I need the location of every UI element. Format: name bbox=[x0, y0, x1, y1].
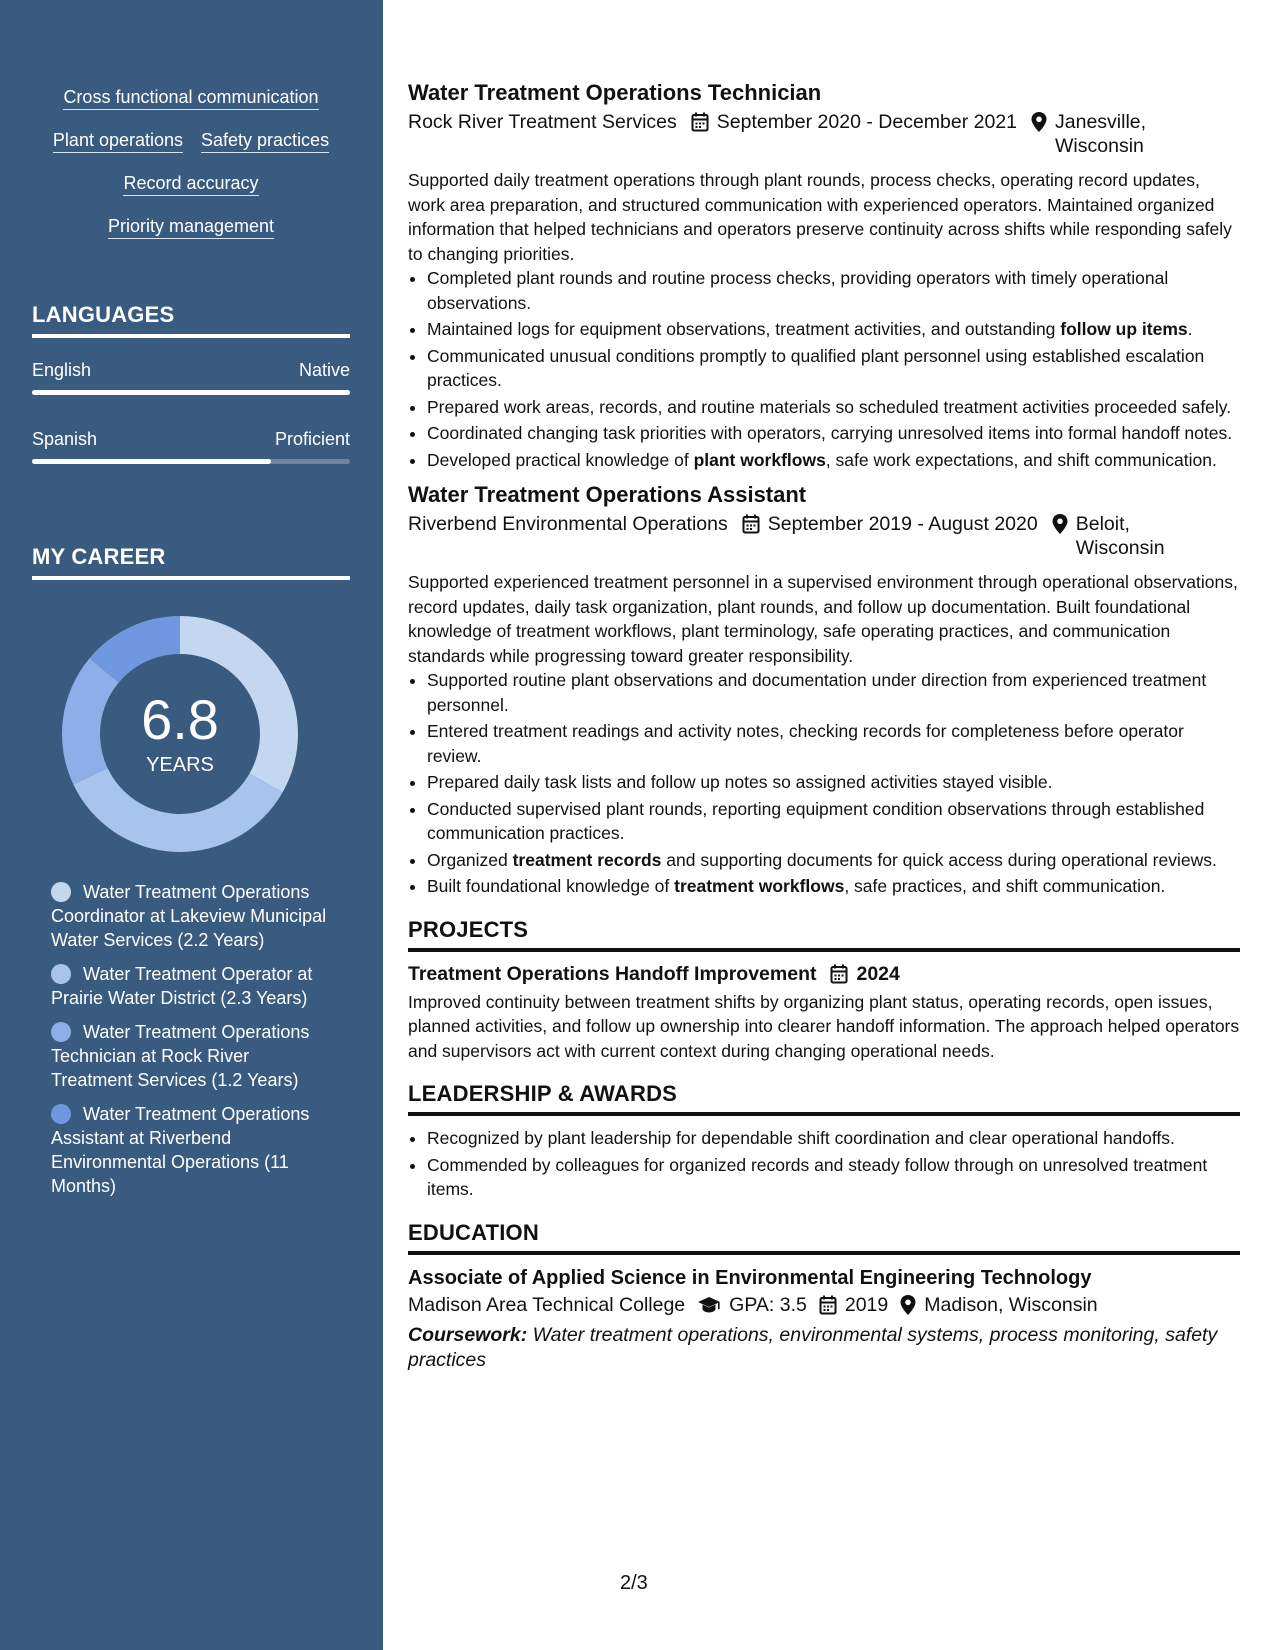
career-legend-label: Water Treatment Operations Assistant at Riverbend Environmental Operations (11 Months) bbox=[51, 1104, 310, 1196]
skill-tag: Plant operations bbox=[53, 129, 183, 153]
job-bullet: • Completed plant rounds and routine process checks, providing operators with timely operational observations. bbox=[427, 266, 1240, 315]
job-location bbox=[1031, 110, 1146, 158]
language-level: Proficient bbox=[274, 429, 350, 449]
projects-heading: PROJECTS bbox=[408, 917, 1240, 952]
job-bullet: • Organized treatment records and supporting documents for quick access during operational reviews. bbox=[427, 848, 1240, 873]
job-company: Riverbend Environmental Operations bbox=[408, 513, 728, 535]
project-name: Treatment Operations Handoff Improvement bbox=[408, 962, 817, 985]
job-entry bbox=[408, 482, 1240, 899]
career-total-unit: YEARS bbox=[146, 754, 214, 776]
job-dates-text: September 2019 - August 2020 bbox=[767, 513, 1038, 535]
job-location bbox=[1052, 512, 1165, 560]
job-bullet: • Maintained logs for equipment observations, treatment activities, and outstanding follow up items. bbox=[427, 317, 1240, 342]
job-bullet: • Communicated unusual conditions promptly to qualified plant personnel using established escalation practices. bbox=[427, 344, 1240, 393]
education-school: Madison Area Technical College bbox=[408, 1293, 686, 1316]
job-bullet: • Built foundational knowledge of treatment workflows, safe practices, and shift communication. bbox=[427, 874, 1240, 899]
skill-tag: Cross functional communication bbox=[63, 86, 318, 110]
career-heading: MY CAREER bbox=[32, 544, 350, 580]
calendar-icon bbox=[819, 1295, 837, 1315]
project-description: Improved continuity between treatment shifts by organizing plant status, operating records, open issues, planned activities, and follow up ownership into clearer handoff information. The approach helped operators and supervisors act with current context during changing operational needs. bbox=[408, 991, 1240, 1061]
language-bar bbox=[32, 459, 350, 464]
calendar-icon bbox=[830, 964, 848, 984]
job-dates bbox=[691, 110, 1017, 134]
language-bar bbox=[32, 390, 350, 395]
legend-dot-icon bbox=[51, 1022, 71, 1042]
job-bullet: • Conducted supervised plant rounds, reporting equipment condition observations through established communication practices. bbox=[427, 797, 1240, 846]
job-bullet: • Coordinated changing task priorities with operators, carrying unresolved items into formal handoff notes. bbox=[427, 421, 1240, 446]
language-bar-fill bbox=[32, 459, 271, 464]
job-dates-text: September 2020 - December 2021 bbox=[716, 111, 1018, 133]
job-location-line: Wisconsin bbox=[1075, 537, 1165, 559]
graduation-cap-icon bbox=[697, 1296, 721, 1314]
job-bullet: • Developed practical knowledge of plant workflows, safe work expectations, and shift communication. bbox=[427, 448, 1240, 473]
leadership-item: • Commended by colleagues for organized records and steady follow through on unresolved treatment items. bbox=[427, 1153, 1240, 1202]
career-legend-label: Water Treatment Operations Technician at Rock River Treatment Services (1.2 Years) bbox=[51, 1022, 310, 1090]
job-bullet: • Prepared work areas, records, and routine materials so scheduled treatment activities proceeded safely. bbox=[427, 395, 1240, 420]
leadership-item: • Recognized by plant leadership for dependable shift coordination and clear operational handoffs. bbox=[427, 1126, 1240, 1151]
education-heading: EDUCATION bbox=[408, 1220, 1240, 1255]
language-name: English bbox=[32, 360, 92, 380]
job-title: Water Treatment Operations Technician bbox=[408, 80, 822, 105]
career-total-years: 6.8 bbox=[141, 688, 219, 751]
education-year bbox=[819, 1291, 888, 1319]
legend-dot-icon bbox=[51, 1104, 71, 1124]
language-row bbox=[32, 360, 350, 381]
skill-tag: Priority management bbox=[108, 215, 274, 239]
job-company: Rock River Treatment Services bbox=[408, 111, 677, 133]
job-bullet: • Supported routine plant observations and documentation under direction from experienced treatment personnel. bbox=[427, 668, 1240, 717]
page-number: 2/3 bbox=[620, 1572, 648, 1594]
job-summary: Supported experienced treatment personnel in a supervised environment through operational observations, record updates, daily task organization, plant rounds, and follow up documentation. Built foundational knowledge of treatment workflows, plant terminology, safe operating practices, and communication standards while progressing toward greater responsibility. bbox=[408, 572, 1238, 666]
skill-tag: Safety practices bbox=[201, 129, 329, 153]
job-entry bbox=[408, 80, 1240, 472]
education-gpa bbox=[697, 1291, 807, 1319]
education-year-text: 2019 bbox=[844, 1293, 889, 1316]
legend-dot-icon bbox=[51, 964, 71, 984]
skill-tag: Record accuracy bbox=[123, 172, 258, 196]
location-pin-icon bbox=[900, 1295, 916, 1315]
education-location-text: Madison, Wisconsin bbox=[924, 1293, 1098, 1316]
skills-list bbox=[32, 86, 350, 258]
career-legend-item bbox=[51, 880, 333, 952]
language-row bbox=[32, 429, 350, 450]
career-legend-item bbox=[51, 1102, 333, 1198]
career-legend-label: Water Treatment Operator at Prairie Water District (2.3 Years) bbox=[51, 964, 313, 1008]
job-bullet: • Entered treatment readings and activity notes, checking records for completeness before operator review. bbox=[427, 719, 1240, 768]
project-title bbox=[408, 962, 1240, 986]
job-title: Water Treatment Operations Assistant bbox=[408, 482, 807, 507]
career-legend bbox=[51, 880, 333, 1208]
education-coursework bbox=[408, 1323, 1240, 1373]
education-meta bbox=[408, 1291, 1240, 1319]
job-meta bbox=[408, 110, 1240, 158]
legend-dot-icon bbox=[51, 882, 71, 902]
coursework-label: Coursework: bbox=[408, 1323, 528, 1346]
job-bullet: • Prepared daily task lists and follow up notes so assigned activities stayed visible. bbox=[427, 770, 1240, 795]
job-location-line: Janesville, bbox=[1055, 111, 1147, 133]
location-pin-icon bbox=[1031, 112, 1047, 132]
job-location-line: Beloit, bbox=[1075, 513, 1130, 535]
job-summary: Supported daily treatment operations through plant rounds, process checks, operating record updates, work area preparation, and structured communication with experienced operators. Maintained organized information that helped technicians and operators preserve continuity across shifts while responding safely to changing priorities. bbox=[408, 170, 1232, 264]
job-bullets bbox=[408, 266, 1240, 472]
language-name: Spanish bbox=[32, 429, 98, 449]
job-location-line: Wisconsin bbox=[1055, 135, 1144, 157]
language-bar-fill bbox=[32, 390, 350, 395]
job-bullets bbox=[408, 668, 1240, 899]
location-pin-icon bbox=[1052, 514, 1068, 534]
career-legend-label: Water Treatment Operations Coordinator at Lakeview Municipal Water Services (2.2 Years) bbox=[51, 882, 327, 950]
job-dates bbox=[742, 512, 1038, 536]
career-legend-item bbox=[51, 962, 333, 1010]
calendar-icon bbox=[691, 112, 709, 132]
career-donut-segment-2 bbox=[73, 768, 282, 852]
languages-heading: LANGUAGES bbox=[32, 302, 350, 338]
leadership-list bbox=[408, 1126, 1240, 1202]
coursework-text: Water treatment operations, environmental systems, process monitoring, safety practices bbox=[408, 1323, 1218, 1371]
job-meta bbox=[408, 512, 1240, 560]
project-year: 2024 bbox=[856, 962, 900, 985]
calendar-icon bbox=[742, 514, 760, 534]
leadership-heading: LEADERSHIP & AWARDS bbox=[408, 1081, 1240, 1116]
education-gpa-text: GPA: 3.5 bbox=[729, 1293, 807, 1316]
language-level: Native bbox=[298, 360, 350, 380]
sidebar bbox=[0, 0, 383, 1650]
education-location bbox=[900, 1291, 1097, 1319]
education-degree: Associate of Applied Science in Environmental Engineering Technology bbox=[408, 1266, 1092, 1289]
career-legend-item bbox=[51, 1020, 333, 1092]
main-content bbox=[408, 80, 1240, 1373]
